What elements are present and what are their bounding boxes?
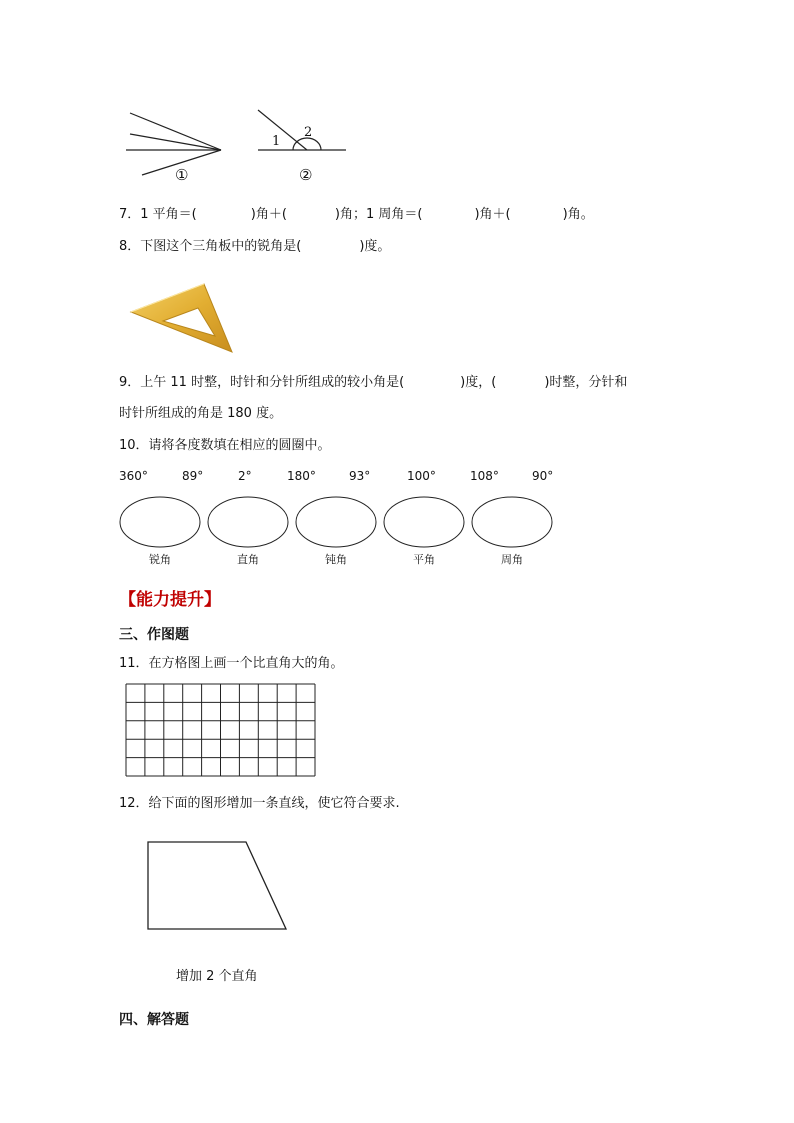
degree-2[interactable]: 2° — [238, 469, 252, 483]
q11-text: 在方格图上画一个比直角大的角。 — [148, 656, 344, 671]
section-ability: 【能力提升】 — [119, 590, 221, 610]
q8-text-a: 下图这个三角板中的锐角是( — [140, 239, 302, 254]
question-7-number: 7． — [119, 207, 141, 222]
degree-100[interactable]: 100° — [407, 469, 436, 483]
q9-text-a: 上午 11 时整，时针和分针所组成的较小角是( — [140, 375, 405, 390]
degree-89[interactable]: 89° — [182, 469, 204, 483]
label-straight: 平角 — [413, 553, 435, 566]
section-3-title: 三、作图题 — [119, 627, 189, 643]
q12-caption: 增加 2 个直角 — [176, 969, 258, 984]
question-9-number: 9． — [119, 375, 141, 390]
q9-line-2: 时针所组成的角是 180 度。 — [119, 406, 283, 421]
section-4-title: 四、解答题 — [119, 1012, 189, 1028]
angle-2-label: 2 — [304, 125, 313, 140]
question-10-number: 10． — [119, 438, 149, 453]
degree-360[interactable]: 360° — [119, 469, 148, 483]
question-8-number: 8． — [119, 239, 141, 254]
degree-180[interactable]: 180° — [287, 469, 316, 483]
q7-text-5: )角。 — [562, 207, 594, 222]
angle-1-label: 1 — [272, 134, 281, 149]
degree-93[interactable]: 93° — [349, 469, 371, 483]
degree-90[interactable]: 90° — [532, 469, 554, 483]
label-acute: 锐角 — [149, 553, 171, 566]
label-right: 直角 — [237, 553, 259, 566]
q7-text-3: )角；1 周角＝( — [334, 207, 423, 222]
q12-text: 给下面的图形增加一条直线，使它符合要求. — [148, 796, 400, 811]
degree-108[interactable]: 108° — [470, 469, 499, 483]
q8-text-b: )度。 — [359, 239, 391, 254]
question-12-number: 12． — [119, 796, 149, 811]
figure-1-label: ① — [175, 166, 189, 184]
q9-text-c: )时整，分针和 — [544, 375, 628, 390]
q7-text-2: )角＋( — [250, 207, 287, 222]
q9-text-b: )度，( — [460, 375, 497, 390]
question-11-number: 11． — [119, 656, 149, 671]
q7-text-4: )角＋( — [474, 207, 511, 222]
label-full: 周角 — [501, 553, 523, 566]
q10-text: 请将各度数填在相应的圆圈中。 — [148, 438, 331, 453]
figure-2-label: ② — [299, 166, 313, 184]
label-obtuse: 钝角 — [325, 553, 347, 566]
q7-text-1: 1 平角＝( — [140, 207, 197, 222]
